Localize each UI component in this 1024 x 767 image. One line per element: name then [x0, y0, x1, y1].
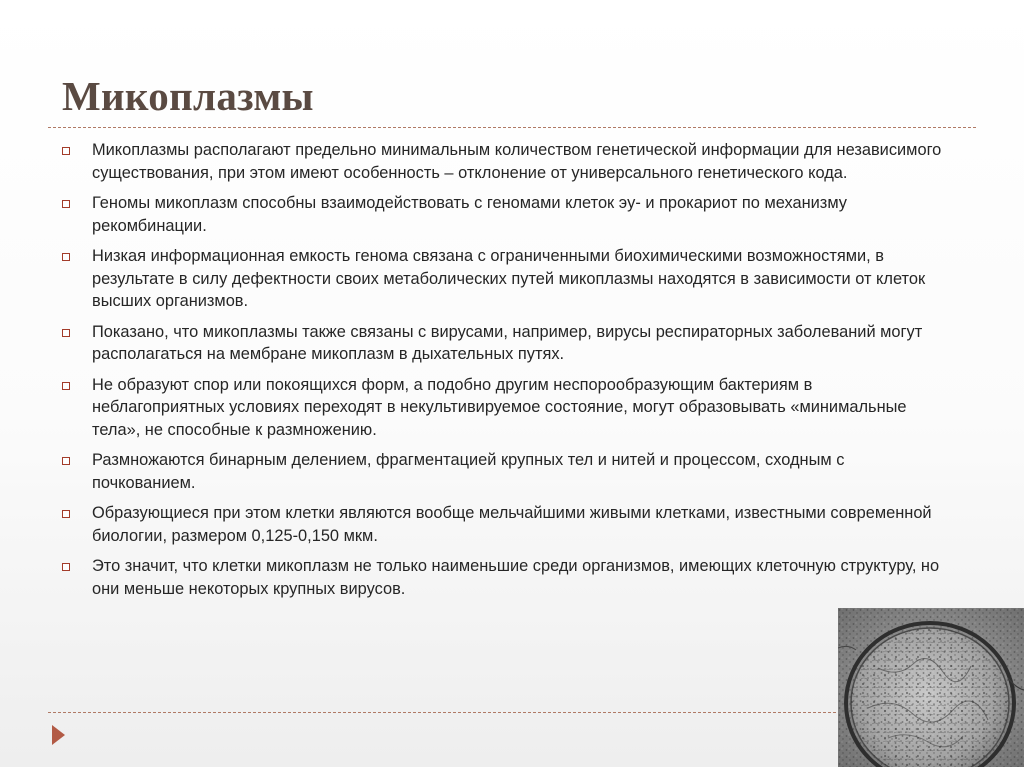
square-bullet-icon — [62, 329, 70, 337]
bullet-text: Микоплазмы располагают предельно минимальным количеством генетической информации для независимого существования, при этом имеют особенность – отклонение от универсального генетического кода. — [92, 141, 942, 182]
square-bullet-icon — [62, 510, 70, 518]
bullet-text: Геномы микоплазм способны взаимодействовать с геномами клеток эу- и прокариот по механизму рекомбинации. — [92, 194, 847, 235]
bullet-item — [62, 555, 942, 600]
square-bullet-icon — [62, 382, 70, 390]
bullet-item — [62, 321, 942, 366]
square-bullet-icon — [62, 200, 70, 208]
bullet-item — [62, 192, 942, 237]
title-divider — [48, 127, 976, 128]
bullet-text: Размножаются бинарным делением, фрагментацией крупных тел и нитей и процессом, сходным с почкованием. — [92, 451, 845, 492]
bullet-item — [62, 449, 942, 494]
footer-divider — [48, 712, 836, 713]
square-bullet-icon — [62, 457, 70, 465]
bullet-list — [62, 139, 942, 608]
bullet-text: Образующиеся при этом клетки являются вообще мельчайшими живыми клетками, известными современной биологии, размером 0,125-0,150 мкм. — [92, 504, 932, 545]
bullet-text: Не образуют спор или покоящихся форм, а подобно другим неспорообразующим бактериям в неблагоприятных условиях переходят в некультивируемое состояние, могут образовывать «минимальные тела», не способные к размножению. — [92, 375, 907, 439]
bullet-item — [62, 245, 942, 313]
bullet-text: Низкая информационная емкость генома связана с ограниченными биохимическими возможностями, в результате в силу дефектности своих метаболических путей микоплазмы находятся в зависимости от клеток высших организмов. — [92, 247, 926, 310]
electron-micrograph-image — [838, 608, 1024, 767]
bullet-item — [62, 502, 942, 547]
bullet-item — [62, 139, 942, 184]
bullet-item — [62, 374, 942, 442]
square-bullet-icon — [62, 563, 70, 571]
bullet-text: Показано, что микоплазмы также связаны с вирусами, например, вирусы респираторных заболеваний могут располагаться на мембране микоплазм в дыхательных путях. — [92, 322, 923, 363]
square-bullet-icon — [62, 147, 70, 155]
slide-title: Микоплазмы — [62, 73, 314, 119]
square-bullet-icon — [62, 253, 70, 261]
bullet-text: Это значит, что клетки микоплазм не только наименьшие среди организмов, имеющих клеточную структуру, но они меньше некоторых крупных вирусов. — [92, 557, 940, 598]
play-arrow-icon[interactable] — [52, 725, 65, 745]
